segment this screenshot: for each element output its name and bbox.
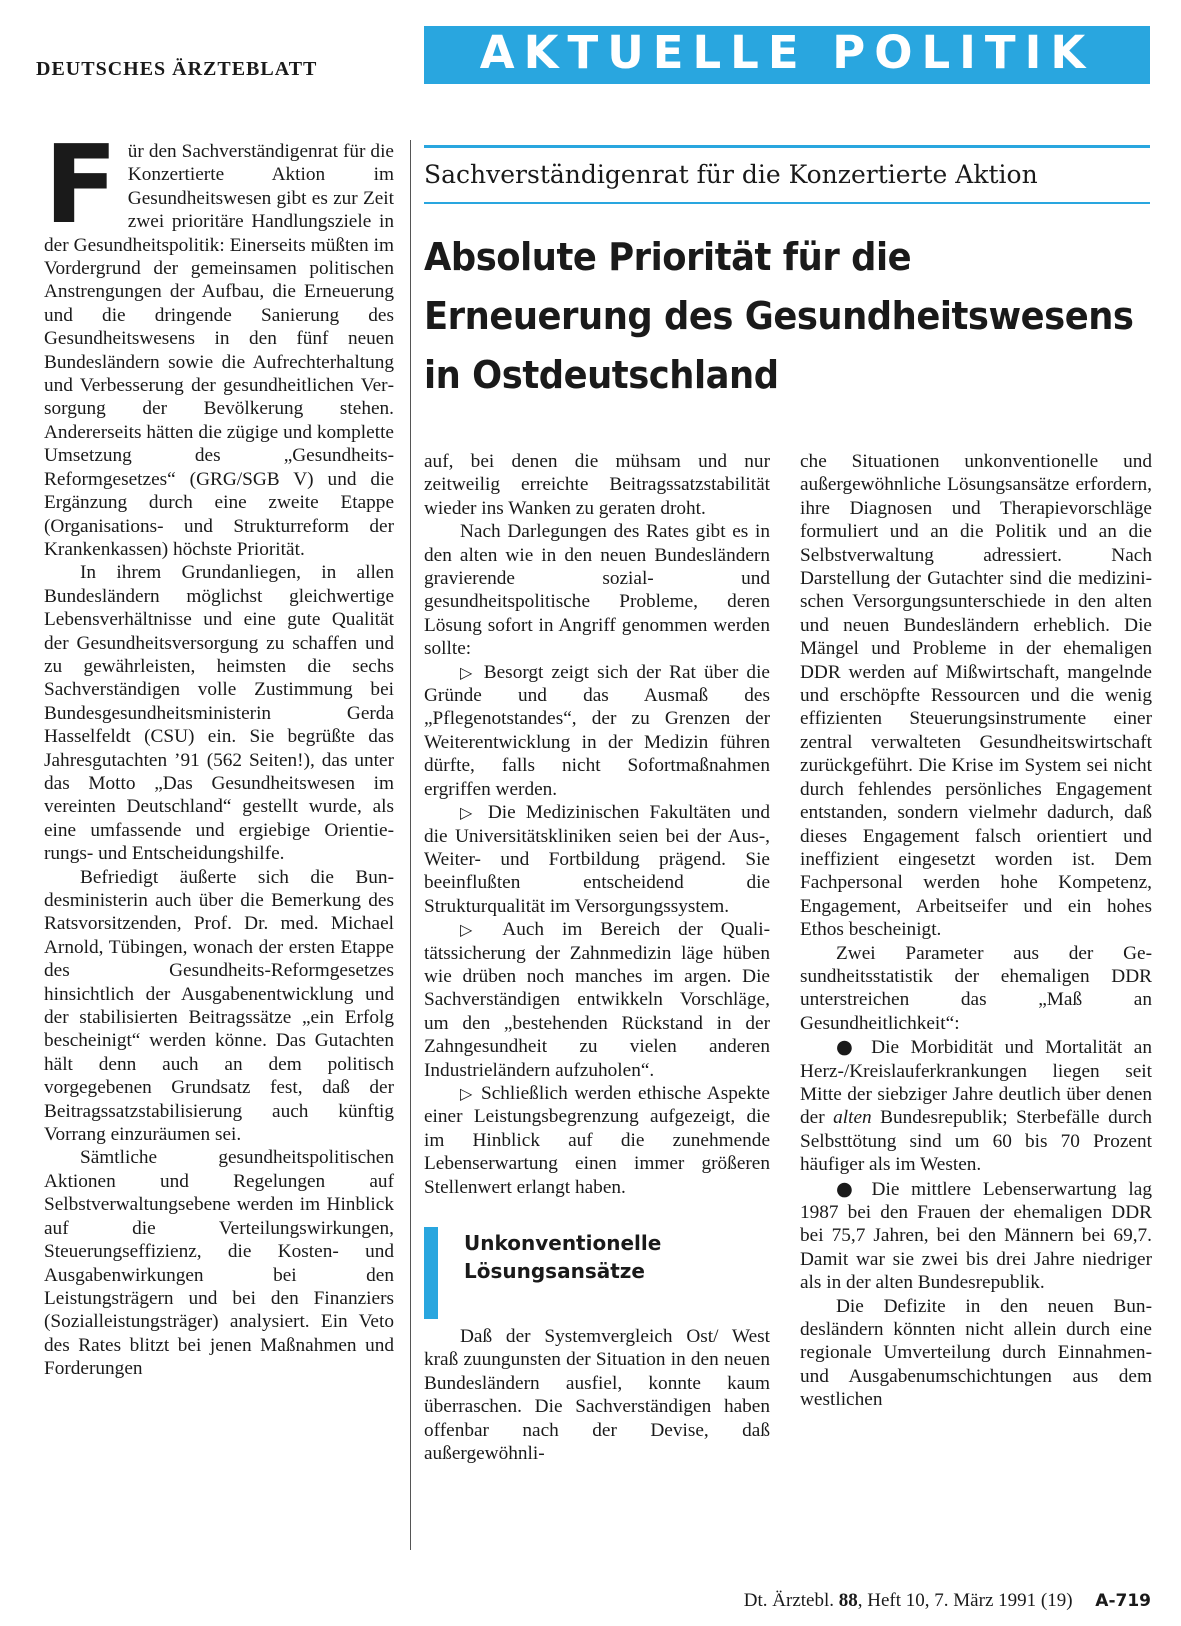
list-item xyxy=(424,1082,770,1199)
subheading-line: Unkonventionelle xyxy=(464,1231,662,1255)
section-banner: AKTUELLE POLITIK xyxy=(424,26,1150,84)
kicker-rule-top xyxy=(424,145,1150,148)
page-footer xyxy=(744,1590,1151,1612)
list-item xyxy=(424,801,770,918)
journal-name: Dt. Ärztebl. xyxy=(743,1590,835,1611)
drop-cap: F xyxy=(44,123,118,248)
triangle-bullet-icon: ▷ xyxy=(460,803,478,823)
list-item-text: Die mittlere Lebenserwartung lag 1987 bei den Frauen der ehemaligen DDR bei 75,7 Jahren, bei den Männern bei 69,7. Damit war sie zwei bis drei Jahre niedriger als in der alten Bundesrepublik. xyxy=(800,1178,1152,1294)
paragraph: Sämtliche gesundheitspolitischen Aktionen und Regelungen auf Selbstverwaltungsebene werden im Hinblick auf die Verteilungswirkungen, Steuerungseffizienz, die Kosten- und Ausgabenwirkungen bei den Leistungsträgern und bei den Finanziers (Sozialleistungsträger) analysiert. Ein Veto des Rates blitzt bei jenen Maßnahmen und Forderungen xyxy=(44,1147,394,1380)
page-number: A-719 xyxy=(1095,1591,1151,1611)
triangle-bullet-icon: ▷ xyxy=(460,1083,475,1103)
triangle-bullet-icon: ▷ xyxy=(460,662,476,682)
paragraph: Befriedigt äußerte sich die Bundesministerin auch über die Bemerkung des Ratsvorsitzenden, Prof. Dr. med. Michael Arnold, Tübingen, wonach der ersten Etappe des Gesundheits-Reformgesetzes hinsichtlich der Ausgabenentwicklung und der stabilisierten Beitragssätze „ein Erfolg bescheinigt“ werden könne. Das Gutachten hält denn auch an dem politisch vorgegebenen Grundsatz fest, daß der Beitragssatzstabilisierung auch künftig Vorrang einzuräumen sei. xyxy=(44,866,394,1146)
kicker-rule-bottom xyxy=(424,202,1150,204)
paragraph: Zwei Parameter aus der Gesundheitsstatistik der ehemaligen DDR unterstreichen das „Maß an Gesundheitlichkeit“: xyxy=(800,942,1152,1034)
volume-number: 88 xyxy=(838,1590,858,1611)
article-column-3 xyxy=(800,450,1152,1412)
dot-bullet-icon: ● xyxy=(836,1035,860,1059)
headline-line: Absolute Priorität für die xyxy=(424,235,912,279)
triangle-bullet-icon: ▷ xyxy=(460,920,486,940)
column-divider xyxy=(410,140,411,1550)
list-item xyxy=(800,1177,1152,1295)
paragraph: In ihrem Grundanliegen, in allen Bundesländern möglichst gleichwertige Lebensverhältnisse und eine gute Qualität der Gesundheitsversorgung zu schaffen und zu gewährleisten, heimsten die sechs Sachverständigen volle Zustimmung bei Bundesgesundheitsministerin Gerda Hasselfeldt (CSU) ein. Sie begrüßte das Jahresgutachten ’91 (562 Seiten!), das unter das Motto „Das Gesundheitswesen im vereinten Deutschland“ gestellt wurde, als eine umfassende und ergiebige Orientierungs- und Entscheidungshilfe. xyxy=(44,562,394,865)
headline-line: in Ostdeutschland xyxy=(424,353,779,397)
list-item-text: Besorgt zeigt sich der Rat über die Gründe und das Ausmaß des „Pflegenotstandes“, der zu Grenzen der Weiterentwicklung in der Medizin führen dürfte, falls nicht Sofortmaßnahmen ergriffen werden. xyxy=(424,661,770,800)
subheading-accent-bar xyxy=(424,1227,438,1319)
paragraph: Die Defizite in den neuen Bundesländern könnten nicht allein durch eine regionale Umverteilung durch Einnahmen- und Ausgabenumschichtungen aus dem westlichen xyxy=(800,1295,1152,1411)
emphasis: alten xyxy=(833,1107,872,1129)
masthead: DEUTSCHES ÄRZTEBLATT xyxy=(36,58,318,80)
dot-bullet-icon: ● xyxy=(836,1176,860,1200)
list-item-text: Schließlich werden ethische Aspekte einer Leistungsbegrenzung aufgezeigt, die im Hinblick auf die zunehmende Lebenserwartung einen immer größeren Stellenwert erlangt haben. xyxy=(424,1082,770,1198)
paragraph: ür den Sachverständigenrat für die Konzertierte Aktion im Gesundheitswesen gibt es zur Zeit zwei prioritäre Handlungsziele in der Gesundheitspolitik: Einerseits müßten im Vordergrund der gemeinsamen politischen Anstrengungen der Aufbau, die Erneuerung und die dringende Sanierung des Gesundheitswesens in den fünf neuen Bundesländern sowie die Aufrechterhaltung und Verbesserung der gesundheitlichen Versorgung der Bevölkerung stehen. Andererseits hätten die zügige und komplette Umsetzung des „Gesundheits-Reformgesetzes“ (GRG/SGB V) und die Ergänzung durch eine zweite Etappe (Organisations- und Strukturreform der Krankenkassen) höchste Priorität. xyxy=(44,141,394,560)
subheading-line: Lösungsansätze xyxy=(464,1259,645,1283)
headline-line: Erneuerung des Gesundheitswesens xyxy=(424,294,1134,338)
paragraph: che Situationen unkonventionelle und außergewöhnliche Lösungsansätze erfordern, ihre Diagnosen und Therapievorschläge formuliert und an die Politik und an die Selbstverwaltung adressiert. Nach Darstellung der Gutachter sind die medizinischen Versorgungsunterschiede in den alten und neuen Bundesländern erheblich. Die Mängel und Probleme in der ehemaligen DDR werden auf Mißwirtschaft, mangelnde und erschöpfte Ressourcen und die wenig effizienten Steuerungsinstrumente einer zentral verwalteten Gesundheitswirtschaft zurückgeführt. Die Krise im System sei nicht durch fehlendes persönliches Engagement entstanden, sondern vielmehr dadurch, daß dieses Engagement falsch orientiert und ineffizient eingesetzt worden ist. Dem Fachpersonal werden hohe Kompetenz, Engagement, Arbeitseifer und ein hohes Ethos bescheinigt. xyxy=(800,451,1152,941)
headline xyxy=(424,228,1134,405)
paragraph: Daß der Systemvergleich Ost/ West kraß zuungunsten der Situation in den neuen Bundesländern ausfiel, konnte kaum überraschen. Die Sachverständigen haben offenbar nach der Devise, daß außergewöhnli- xyxy=(424,1326,770,1465)
list-item-text: Die Medizinischen Fakultäten und die Universitätskliniken seien bei der Aus-, Weiter- und Fortbildung prägend. Sie beeinflußten entscheidend die Strukturqualität im Versorgungssystem. xyxy=(424,802,770,917)
article-column-2 xyxy=(424,450,770,1465)
paragraph: auf, bei denen die mühsam und nur zeitweilig erreichte Beitragssatzstabilität wieder ins Wanken zu geraten droht. xyxy=(424,451,770,519)
list-item xyxy=(424,661,770,801)
list-item-text: Die Morbidität und Mortalität an Herz-/Kreislauferkrankungen liegen seit Mitte der siebziger Jahre deutlich über denen der xyxy=(800,1037,1152,1129)
article-column-1 xyxy=(44,123,394,1381)
list-item-text: Auch im Bereich der Qualitätssicherung der Zahnmedizin läge hüben wie drüben noch manches im argen. Die Sachverständigen entwikkeln Vorschläge, um den „bestehenden Rückstand in der Zahngesundheit zu vielen anderen Industrieländern aufzuholen“. xyxy=(424,919,770,1081)
issue-info: , Heft 10, 7. März 1991 (19) xyxy=(857,1590,1073,1611)
paragraph: Nach Darlegungen des Rates gibt es in den alten wie in den neuen Bundesländern gravierende sozial- und gesundheitspolitische Probleme, deren Lösung sofort in Angriff genommen werden sollte: xyxy=(424,521,770,660)
list-item xyxy=(800,1035,1152,1176)
list-item-text: Bundesrepublik; Sterbefälle durch Selbsttötung sind um 60 bis 70 Prozent häufiger als im Westen. xyxy=(800,1107,1152,1176)
subheading xyxy=(424,1227,770,1315)
list-item xyxy=(424,918,770,1082)
kicker: Sachverständigenrat für die Konzertierte Aktion xyxy=(424,160,1038,189)
